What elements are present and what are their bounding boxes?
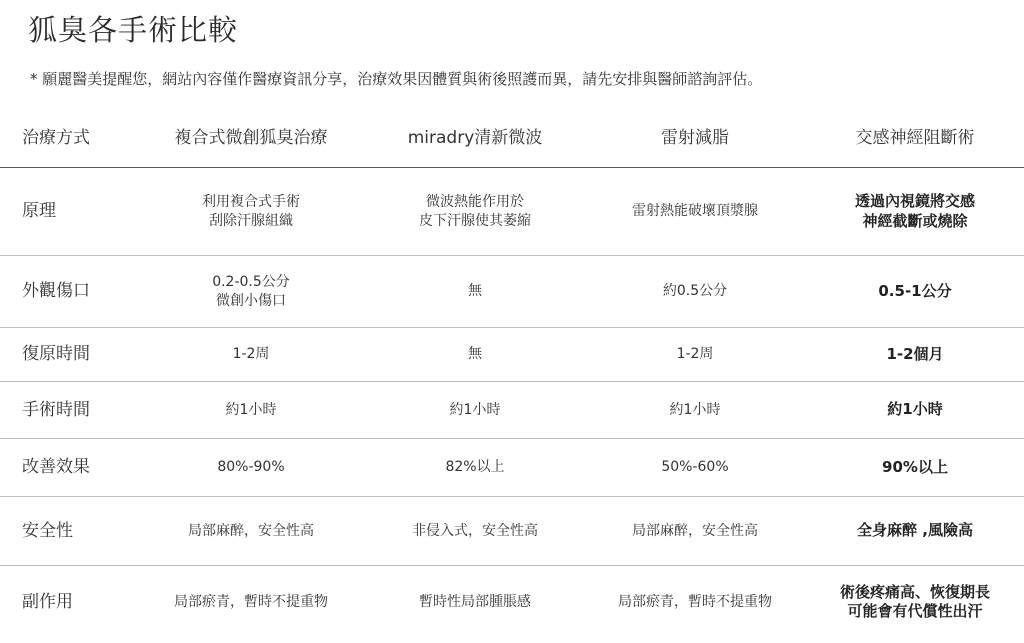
table-cell: 局部瘀青，暫時不提重物 bbox=[174, 593, 328, 610]
table-cell: 局部麻醉，安全性高 bbox=[136, 497, 366, 566]
header-laser-lipolysis: 雷射減脂 bbox=[584, 110, 806, 168]
table-header-row bbox=[0, 110, 1024, 168]
row-label: 改善效果 bbox=[0, 439, 136, 497]
table-cell: 局部瘀青，暫時不提重物 bbox=[618, 593, 772, 610]
header-treatment-method: 治療方式 bbox=[0, 110, 136, 168]
table-cell: 透過內視鏡將交感 神經截斷或燒除 bbox=[806, 168, 1024, 256]
row-label: 安全性 bbox=[0, 497, 136, 566]
table-row-side-effects bbox=[0, 566, 1024, 639]
table-cell: 術後疼痛高、恢復期長 可能會有代償性出汗 bbox=[839, 582, 990, 620]
header-composite-minimally-invasive: 複合式微創狐臭治療 bbox=[136, 110, 366, 168]
table-cell: 暫時性局部腫脹感 bbox=[419, 593, 531, 610]
table-cell: 50%-60% bbox=[584, 439, 806, 497]
table-cell: 0.2-0.5公分 微創小傷口 bbox=[136, 256, 366, 328]
table-cell: 雷射熱能破壞頂漿腺 bbox=[584, 168, 806, 256]
table-row-safety bbox=[0, 497, 1024, 566]
row-label: 手術時間 bbox=[0, 382, 136, 439]
table-cell: 82%以上 bbox=[366, 439, 584, 497]
table-cell: 無 bbox=[366, 328, 584, 382]
table-cell: 約1小時 bbox=[584, 382, 806, 439]
page-title: 狐臭各手術比較 bbox=[28, 13, 239, 47]
header-miradry: miradry清新微波 bbox=[366, 110, 584, 168]
table-cell: 非侵入式，安全性高 bbox=[366, 497, 584, 566]
table-row-operation-time bbox=[0, 382, 1024, 439]
table-cell: 約1小時 bbox=[806, 382, 1024, 439]
table-cell: 無 bbox=[366, 256, 584, 328]
table-cell: 1-2周 bbox=[136, 328, 366, 382]
row-label: 副作用 bbox=[22, 591, 73, 612]
table-cell: 90%以上 bbox=[806, 439, 1024, 497]
table-cell: 約1小時 bbox=[136, 382, 366, 439]
table-cell: 微波熱能作用於 皮下汗腺使其萎縮 bbox=[366, 168, 584, 256]
table-cell: 80%-90% bbox=[136, 439, 366, 497]
table-cell: 利用複合式手術 刮除汗腺組織 bbox=[136, 168, 366, 256]
table-row-recovery-time bbox=[0, 328, 1024, 382]
table-row-effectiveness bbox=[0, 439, 1024, 497]
row-label: 外觀傷口 bbox=[0, 256, 136, 328]
header-sympathectomy: 交感神經阻斷術 bbox=[806, 110, 1024, 168]
disclaimer-note: * 願麗醫美提醒您，網站內容僅作醫療資訊分享，治療效果因體質與術後照護而異，請先安排與醫師諮詢評估。 bbox=[30, 70, 763, 88]
table-cell: 1-2個月 bbox=[806, 328, 1024, 382]
table-row-scar bbox=[0, 256, 1024, 328]
comparison-table bbox=[0, 110, 1024, 638]
row-label: 復原時間 bbox=[0, 328, 136, 382]
table-cell: 全身麻醉 ,風險高 bbox=[806, 497, 1024, 566]
table-cell: 0.5-1公分 bbox=[806, 256, 1024, 328]
table-cell: 局部麻醉，安全性高 bbox=[584, 497, 806, 566]
table-cell: 1-2周 bbox=[584, 328, 806, 382]
row-label: 原理 bbox=[0, 168, 136, 256]
table-row-principle bbox=[0, 168, 1024, 256]
table-cell: 約0.5公分 bbox=[584, 256, 806, 328]
table-cell: 約1小時 bbox=[366, 382, 584, 439]
